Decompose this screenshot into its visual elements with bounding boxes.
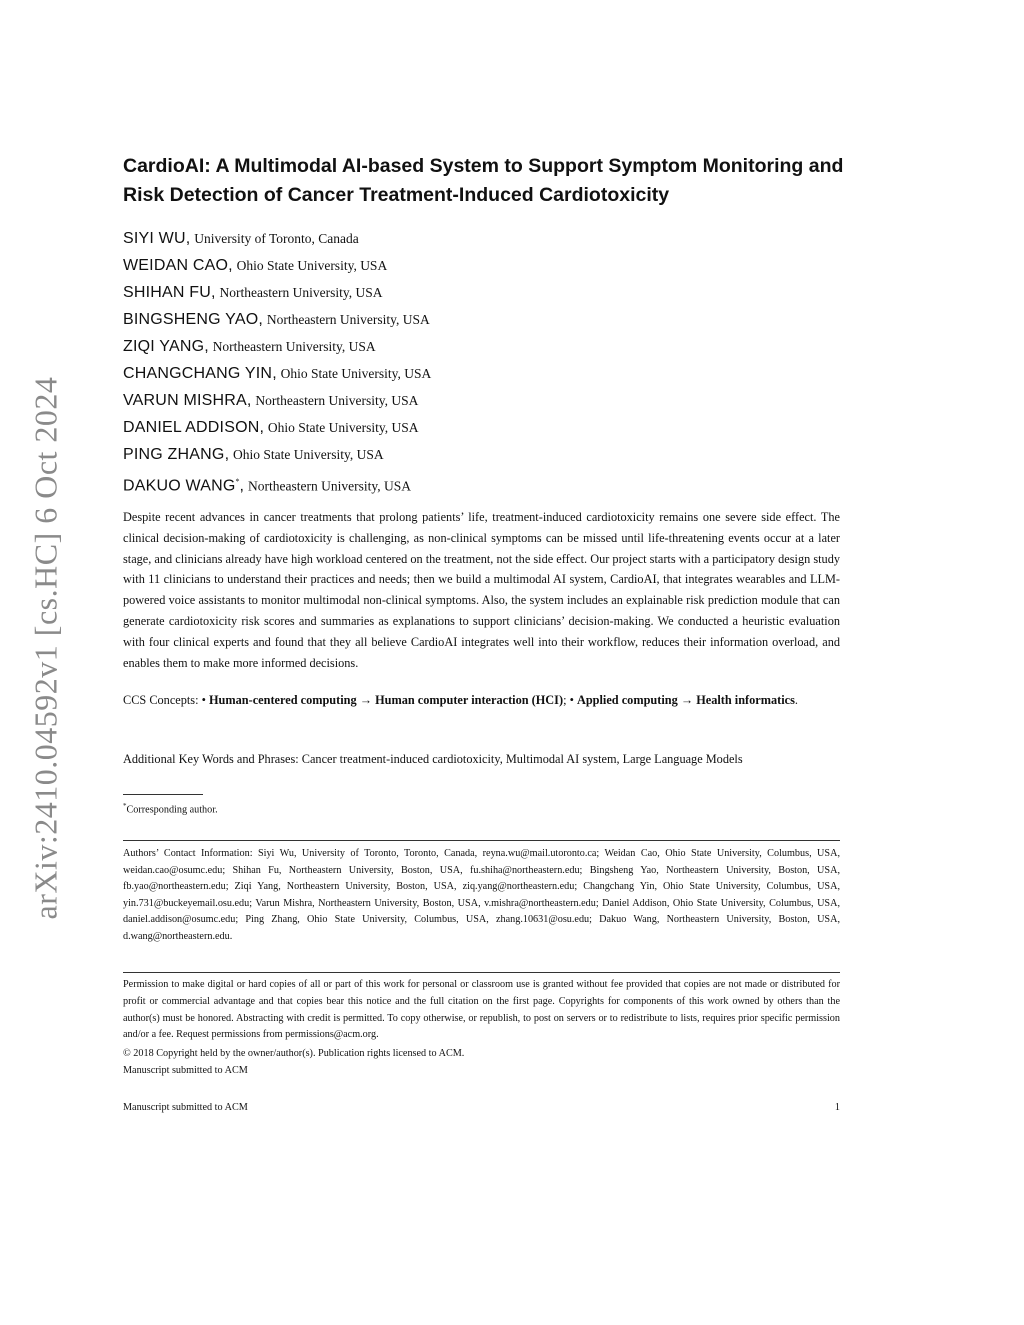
ccs-subconcept: Health informatics — [696, 693, 795, 707]
author-separator: , — [185, 230, 191, 247]
author-name: CHANGCHANG YIN — [123, 365, 273, 382]
author-entry — [123, 279, 843, 306]
author-affiliation: Ohio State University, USA — [236, 258, 388, 273]
author-name: SIYI WU — [123, 230, 186, 247]
paper-title: CardioAI: A Multimodal AI-based System to Support Symptom Monitoring and Risk Detection of Cancer Treatment-Induced Cardiotoxicity — [123, 155, 844, 206]
author-entry — [123, 441, 843, 468]
author-entry — [123, 306, 843, 333]
page-number: 1 — [834, 1102, 840, 1113]
author-list — [123, 225, 843, 495]
ccs-separator: ; — [563, 693, 567, 707]
abstract: Despite recent advances in cancer treatments that prolong patients’ life, treatment-induced cardiotoxicity remains one severe side effect. The clinical decision-making of cardiotoxicity is challenging, as non-clinical symptoms can be missed until life-threatening events occur at a later stage, and clinicians already have high workload centered on the treatment, not the side effect. Our project starts with a participatory design study with 11 clinicians to understand their practices and needs; then we build a multimodal AI system, CardioAI, that integrates wearables and LLM-powered voice assistants to monitor multimodal non-clinical symptoms. Also, the system includes an explainable risk prediction module that can generate cardiotoxicity risk scores and summaries as explanations to support clinicians’ decision-making. We conducted a heuristic evaluation with four clinical experts and found that they all believe CardioAI integrates well into their workflow, reduces their information overload, and enables them to make more informed decisions. — [123, 510, 840, 670]
ccs-concepts — [123, 690, 840, 711]
author-affiliation: Northeastern University, USA — [212, 339, 376, 354]
submission-note: Manuscript submitted to ACM — [123, 1065, 248, 1076]
copyright-notice: © 2018 Copyright held by the owner/author(s). Publication rights licensed to ACM. — [123, 1048, 465, 1059]
ccs-concept: Human-centered computing — [208, 693, 357, 707]
author-affiliation: Northeastern University, USA — [255, 393, 419, 408]
author-entry — [123, 468, 843, 495]
author-separator: , — [239, 477, 244, 495]
author-separator: , — [211, 284, 216, 301]
permission-notice: Permission to make digital or hard copies of all or part of this work for personal or classroom use is granted without fee provided that copies are not made or distributed for profit or commercial advantage and that copies bear this notice and the full citation on the first page. Copyrights for components of this work owned by others than the author(s) must be honored. Abstracting with credit is permitted. To copy otherwise, or republish, to post on servers or to redistribute to lists, requires prior specific permission and/or a fee. Request permissions from permissions@acm.org. — [123, 979, 840, 1041]
author-name: WEIDAN CAO — [123, 257, 229, 274]
ccs-bullet: • — [201, 693, 206, 707]
author-entry — [123, 387, 843, 414]
author-contact-info: Authors’ Contact Information: Siyi Wu, University of Toronto, Toronto, Canada, reyna.wu@mail.utoronto.ca; Weidan Cao, Ohio State University, Columbus, USA, weidan.cao@osumc.edu; Shihan Fu, Northeastern University, Boston, USA, fu.shiha@northeastern.edu; Bingsheng Yao, Northeastern University, Boston, USA, fb.yao@northeastern.edu; Ziqi Yang, Northeastern University, Boston, USA, ziq.yang@northeastern.edu; Changchang Yin, Ohio State University, Columbus, USA, yin.731@buckeyemail.osu.edu; Varun Mishra, Northeastern University, Boston, USA, v.mishra@northeastern.edu; Daniel Addison, Ohio State University, Columbus, USA, daniel.addison@osumc.edu; Ping Zhang, Ohio State University, Columbus, USA, zhang.10631@osu.edu; Dakuo Wang, Northeastern University, Boston, USA, d.wang@northeastern.edu. — [123, 848, 840, 942]
keywords: Additional Key Words and Phrases: Cancer treatment-induced cardiotoxicity, Multimodal AI system, Large Language Models — [123, 752, 743, 766]
ccs-concept: Applied computing — [576, 693, 678, 707]
ccs-end: . — [794, 693, 798, 707]
author-separator: , — [259, 419, 264, 436]
author-name: PING ZHANG — [123, 446, 225, 463]
author-separator: , — [246, 392, 252, 409]
ccs-bullet: • — [569, 693, 574, 707]
corresponding-author-marker: * — [235, 477, 240, 486]
footnote-marker: * — [123, 802, 127, 810]
ccs-subconcept: Human computer interaction (HCI) — [375, 693, 564, 707]
author-name: DANIEL ADDISON — [123, 419, 260, 436]
arxiv-identifier-text: arXiv:2410.04592v1 [cs.HC] 6 Oct 2024 — [27, 376, 64, 919]
author-affiliation: Ohio State University, USA — [267, 420, 419, 435]
contact-divider — [123, 840, 840, 841]
footnote-divider — [123, 794, 203, 795]
author-entry — [123, 333, 843, 360]
author-separator: , — [228, 257, 233, 274]
author-entry — [123, 360, 843, 387]
author-name: DAKUO WANG — [123, 477, 236, 495]
footnote-text: Corresponding author. — [126, 804, 218, 816]
author-name: VARUN MISHRA — [123, 392, 247, 409]
author-separator: , — [204, 338, 209, 355]
author-entry — [123, 252, 843, 279]
author-separator: , — [258, 311, 263, 328]
ccs-label: CCS Concepts: — [123, 693, 202, 707]
permission-divider — [123, 972, 840, 973]
author-separator: , — [224, 446, 230, 463]
author-affiliation: University of Toronto, Canada — [194, 231, 359, 246]
arxiv-identifier — [26, 365, 66, 930]
author-name: ZIQI YANG — [123, 338, 205, 355]
author-affiliation: Northeastern University, USA — [247, 478, 411, 494]
ccs-arrow: → — [359, 693, 373, 707]
author-separator: , — [272, 365, 277, 382]
ccs-arrow: → — [680, 693, 694, 707]
author-entry — [123, 225, 843, 252]
author-affiliation: Ohio State University, USA — [280, 366, 432, 381]
author-affiliation: Northeastern University, USA — [266, 312, 430, 327]
author-name: SHIHAN FU — [123, 284, 212, 301]
footnote — [123, 799, 218, 817]
author-affiliation: Northeastern University, USA — [219, 285, 383, 300]
author-affiliation: Ohio State University, USA — [233, 447, 384, 462]
page-footer-venue: Manuscript submitted to ACM — [123, 1102, 248, 1113]
author-name: BINGSHENG YAO — [123, 311, 259, 328]
author-entry — [123, 414, 843, 441]
